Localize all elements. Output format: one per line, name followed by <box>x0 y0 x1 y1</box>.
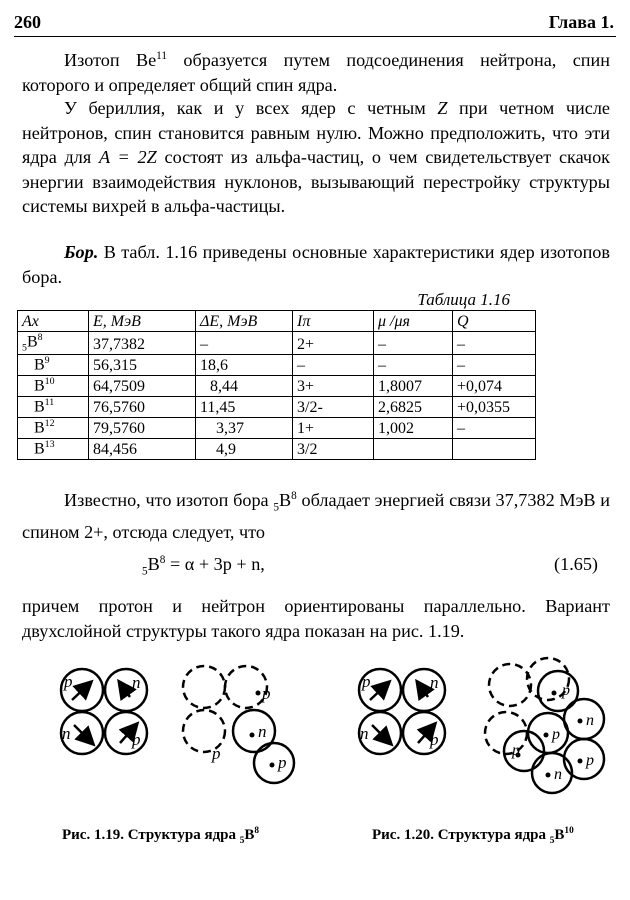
proton-label: p <box>512 742 520 759</box>
spin-arrow-icon <box>370 683 388 700</box>
proton-label: p <box>562 682 570 699</box>
col-header-ax: Ax <box>18 311 89 332</box>
isotope-cell: $B^{13}$ <box>18 438 89 459</box>
figure-1-19-caption: Рис. 1.19. Структура ядра $_5B^8$ <box>62 826 260 846</box>
isotope-cell: $B^{10}$ <box>18 375 89 396</box>
proton-label: p <box>278 753 287 772</box>
section-lead: Бор. <box>64 242 99 262</box>
spin-arrow-icon <box>372 725 390 743</box>
proton-label: p <box>586 752 594 769</box>
figure-1-20 <box>340 655 610 795</box>
spin-arrow-icon <box>72 683 90 700</box>
proton-label: p <box>212 744 221 763</box>
proton-label: p <box>430 730 439 749</box>
paragraph-1: Изотоп Be$^{11}$ образуется путем подсоединения нейтрона, спин которого и определяет общий спин ядра. <box>22 50 610 95</box>
figure-1-20-caption: Рис. 1.20. Структура ядра $_5B^{10}$ <box>372 826 574 846</box>
spin-arrow-icon <box>74 725 92 743</box>
table-caption: Таблица 1.16 <box>417 290 510 309</box>
neutron-label: n <box>132 673 141 692</box>
paragraph-3: Бор. В табл. 1.16 приведены основные характеристики ядер изотопов бора. <box>22 242 610 287</box>
table-row: $_5B^8$ 37,7382 – 2+ – – <box>18 332 536 355</box>
neutron-label: n <box>554 766 562 783</box>
neutron-label: n <box>62 724 71 743</box>
nucleon-circle <box>254 743 294 783</box>
isotope-cell: $B^{11}$ <box>18 396 89 417</box>
paragraph-5: причем протон и нейтрон ориентированы параллельно. Вариант двухслойной структуры такого ядра показан на рис. 1.19. <box>22 596 610 641</box>
nucleon-circle <box>105 712 147 754</box>
col-header-e: E, МэВ <box>89 311 196 332</box>
col-header-mu: μ /μя <box>374 311 453 332</box>
page-number: 260 <box>14 12 41 32</box>
isotope-cell: $_5B^8$ <box>18 332 89 355</box>
col-header-q: Q <box>453 311 536 332</box>
proton-label: p <box>132 730 141 749</box>
page-header <box>14 12 614 34</box>
table-row: $B^{12}$ 79,5760 3,37 1+ 1,002 – <box>18 417 536 438</box>
table-row: $B^{10}$ 64,7509 8,44 3+ 1,8007 +0,074 <box>18 375 536 396</box>
col-header-ipi: Iπ <box>293 311 374 332</box>
col-header-de: ΔE, МэВ <box>196 311 293 332</box>
table-row: $B^{13}$ 84,456 4,9 3/2 <box>18 438 536 459</box>
neutron-label: n <box>430 673 439 692</box>
neutron-label: n <box>360 724 369 743</box>
isotope-cell: $B^{12}$ <box>18 417 89 438</box>
isotope-table <box>17 310 536 460</box>
proton-label: p <box>552 726 560 743</box>
equation-body: $_5B^8 = \alpha + 3p + n$, <box>142 554 265 578</box>
neutron-label: n <box>258 722 267 741</box>
spin-arrow-icon <box>120 683 130 697</box>
equation-number: (1.65) <box>554 554 598 574</box>
proton-label: p <box>64 672 73 691</box>
figure-1-19 <box>40 655 300 785</box>
nucleon-circle <box>233 710 275 752</box>
paragraph-4: Известно, что изотоп бора $_5B^8$ обладает энергией связи 37,7382 МэВ и спином 2+, отсюда следует, что <box>22 490 610 543</box>
table-row: $B^9$ 56,315 18,6 – – – <box>18 354 536 375</box>
isotope-cell: $B^9$ <box>18 354 89 375</box>
header-rule <box>14 36 616 37</box>
spin-arrow-icon <box>418 683 428 697</box>
proton-label: p <box>362 672 371 691</box>
proton-label: p <box>262 684 271 703</box>
paragraph-2: У бериллия, как и у всех ядер с четным Z при четном числе нейтронов, спин становится равным нулю. Можно предположить, что эти ядра для A = 2Z состоят из альфа-частиц, о чем свидетельствует скачок энергии взаимодействия нуклонов, вызывающий перестройку структуры системы вихрей в альфа-частицы. <box>22 98 610 216</box>
table-header-row <box>18 311 536 332</box>
neutron-label: n <box>586 712 594 729</box>
chapter-title: Глава 1. <box>548 12 614 32</box>
table-row: $B^{11}$ 76,5760 11,45 3/2- 2,6825 +0,0355 <box>18 396 536 417</box>
